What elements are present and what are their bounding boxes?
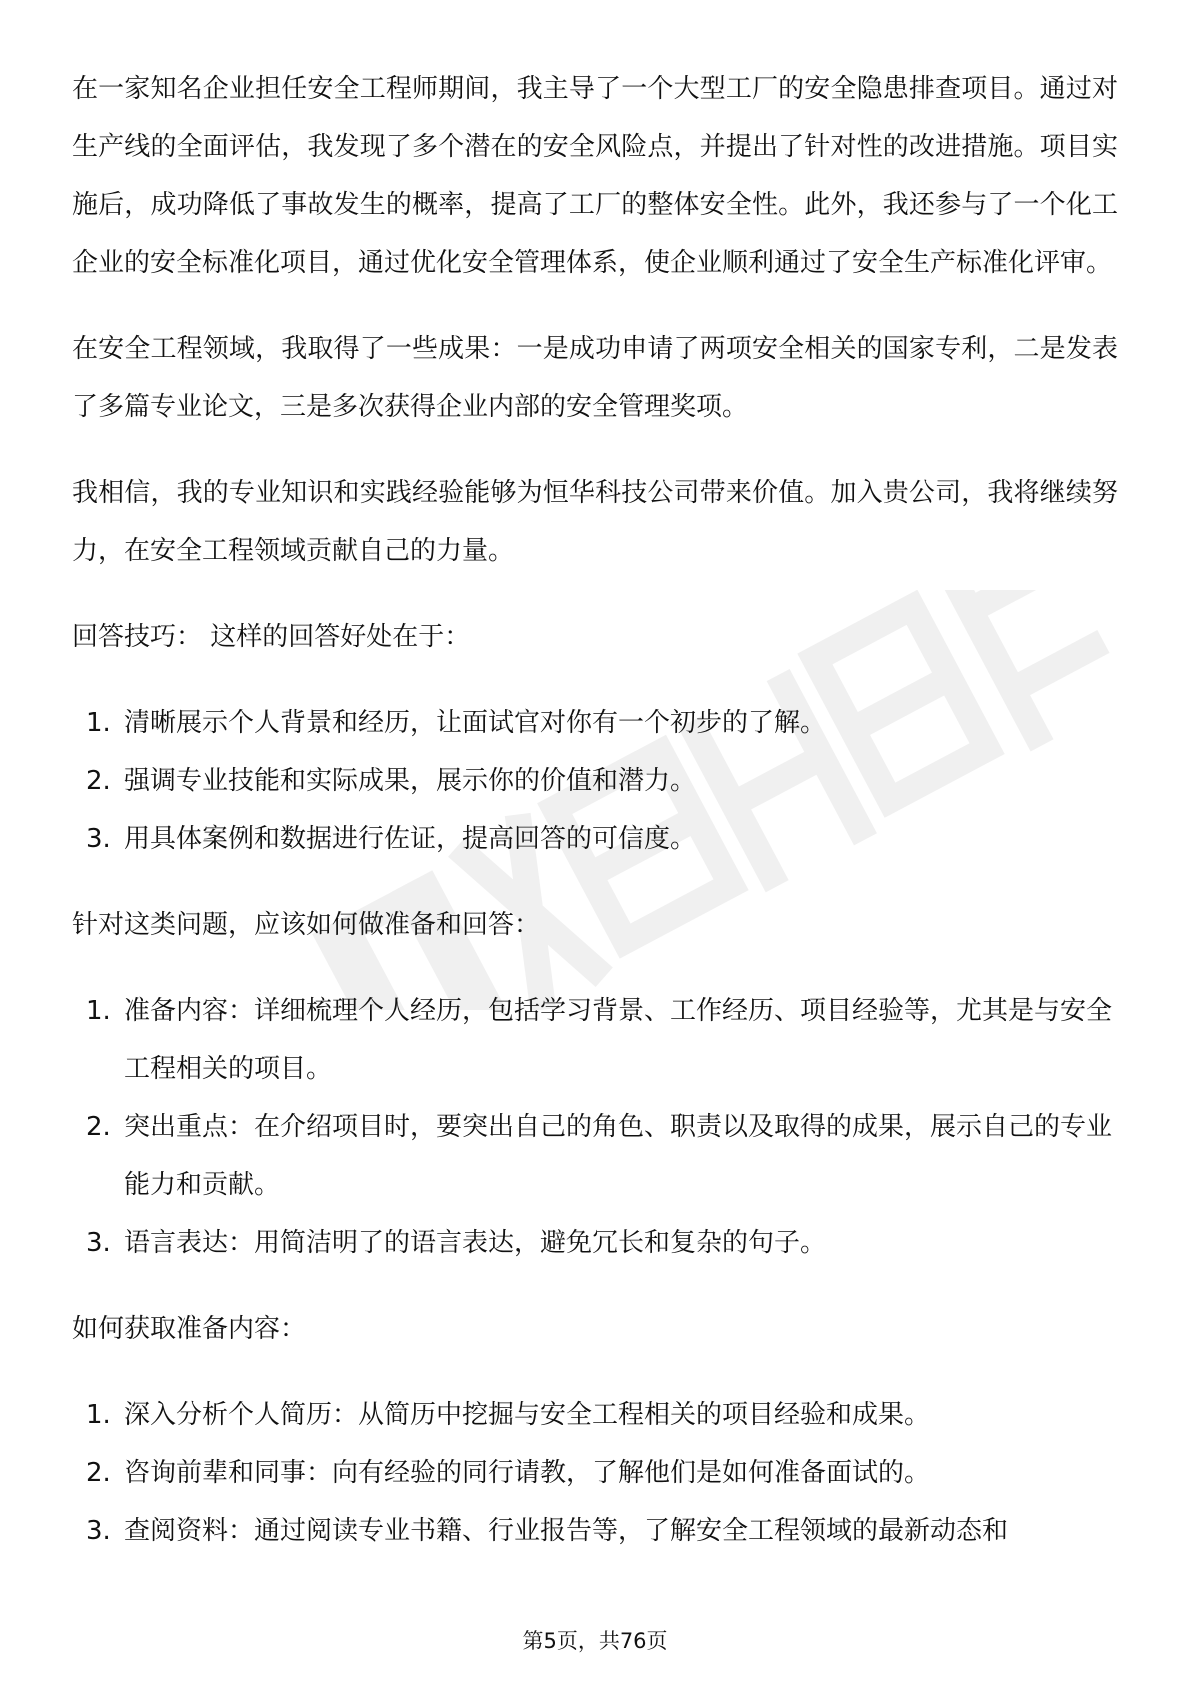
list-number: 2.	[86, 1112, 111, 1142]
tips-heading: 回答技巧： 这样的回答好处在于：	[72, 622, 471, 652]
list-item	[72, 810, 1118, 868]
list-number: 1.	[86, 996, 111, 1026]
list-text: 突出重点：在介绍项目时，要突出自己的角色、职责以及取得的成果，展示自己的专业能力和贡献。	[124, 1112, 1113, 1200]
acquire-heading: 如何获取准备内容：	[72, 1314, 307, 1344]
list-item	[72, 1098, 1118, 1214]
list-item	[72, 982, 1118, 1098]
paragraph-experience: 在一家知名企业担任安全工程师期间，我主导了一个大型工厂的安全隐患排查项目。通过对生产线的全面评估，我发现了多个潜在的安全风险点，并提出了针对性的改进措施。项目实施后，成功降低了事故发生的概率，提高了工厂的整体安全性。此外，我还参与了一个化工企业的安全标准化项目，通过优化安全管理体系，使企业顺利通过了安全生产标准化评审。	[72, 74, 1118, 278]
list-text: 语言表达：用简洁明了的语言表达，避免冗长和复杂的句子。	[124, 1228, 827, 1258]
page-number-footer: 第5页，共76页	[522, 1629, 668, 1653]
list-number: 1.	[86, 1400, 111, 1430]
acquire-list	[72, 1386, 1118, 1560]
list-text: 查阅资料：通过阅读专业书籍、行业报告等，了解安全工程领域的最新动态和	[124, 1516, 1009, 1546]
list-item	[72, 1386, 1118, 1444]
tips-list	[72, 694, 1118, 868]
list-text: 用具体案例和数据进行佐证，提高回答的可信度。	[124, 824, 697, 854]
preparation-heading: 针对这类问题，应该如何做准备和回答：	[72, 910, 541, 940]
list-number: 3.	[86, 824, 111, 854]
list-number: 3.	[86, 1228, 111, 1258]
list-item	[72, 694, 1118, 752]
list-number: 2.	[86, 766, 111, 796]
list-item	[72, 752, 1118, 810]
preparation-list	[72, 982, 1118, 1272]
list-text: 咨询前辈和同事：向有经验的同行请教，了解他们是如何准备面试的。	[124, 1458, 931, 1488]
list-item	[72, 1502, 1118, 1560]
paragraph-achievements: 在安全工程领域，我取得了一些成果：一是成功申请了两项安全相关的国家专利，二是发表了多篇专业论文，三是多次获得企业内部的安全管理奖项。	[72, 334, 1118, 422]
list-item	[72, 1214, 1118, 1272]
list-text: 深入分析个人简历：从简历中挖掘与安全工程相关的项目经验和成果。	[124, 1400, 931, 1430]
list-text: 强调专业技能和实际成果，展示你的价值和潜力。	[124, 766, 697, 796]
list-text: 清晰展示个人背景和经历，让面试官对你有一个初步的了解。	[124, 708, 827, 738]
paragraph-closing: 我相信，我的专业知识和实践经验能够为恒华科技公司带来价值。加入贵公司，我将继续努力，在安全工程领域贡献自己的力量。	[72, 478, 1118, 566]
list-number: 1.	[86, 708, 111, 738]
document-body	[72, 60, 1118, 1588]
list-number: 3.	[86, 1516, 111, 1546]
list-text: 准备内容：详细梳理个人经历，包括学习背景、工作经历、项目经验等，尤其是与安全工程相关的项目。	[124, 996, 1113, 1084]
list-item	[72, 1444, 1118, 1502]
list-number: 2.	[86, 1458, 111, 1488]
